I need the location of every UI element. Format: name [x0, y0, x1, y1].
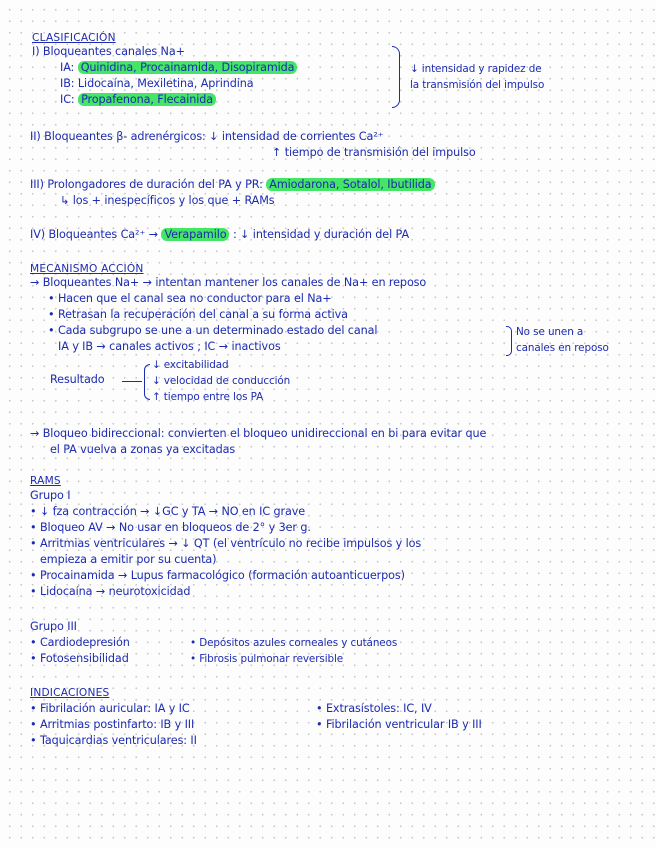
class-iii-prefix: III) Prolongadores de duración del PA y PR:	[30, 178, 263, 191]
indicaciones-left-1: • Fibrilación auricular: IA y IC	[30, 702, 190, 715]
class-ic-label: IC:	[60, 93, 75, 106]
mecanismo-line-1: → Bloqueantes Na+ → intentan mantener los canales de Na+ en reposo	[30, 276, 427, 289]
mecanismo-bullet-1: • Hacen que el canal sea no conductor para el Na+	[48, 292, 332, 305]
class-ib-label: IB:	[60, 77, 75, 90]
mecanismo-bullet-3b: IA y IB → canales activos ; IC → inactivos	[58, 340, 281, 353]
rams-g3-right-2: • Fibrosis pulmonar reversible	[190, 653, 344, 665]
mecanismo-bullet-2: • Retrasan la recuperación del canal a su forma activa	[48, 308, 348, 321]
class-iii-line-2: ↳ los + inespecíficos y los que + RAMs	[60, 194, 275, 207]
class-i-brace	[392, 46, 400, 108]
resultado-arrow	[122, 381, 142, 382]
section-title-indicaciones: INDICACIONES	[30, 687, 110, 699]
mecanismo-side-note-1: No se unen a	[516, 326, 584, 338]
resultado-3: ↑ tiempo entre los PA	[152, 391, 264, 403]
rams-g1-item-3b: empieza a emitir por su cuenta)	[40, 553, 217, 566]
rams-g3-right-1: • Depósitos azules corneales y cutáneos	[190, 637, 398, 649]
rams-g3-left-1: • Cardiodepresión	[30, 636, 130, 649]
resultado-1: ↓ excitabilidad	[152, 359, 229, 371]
class-ia-drugs: Quinidina, Procainamida, Disopiramida	[78, 61, 298, 74]
indicaciones-right-2: • Fibrilación ventricular IB y III	[316, 718, 482, 731]
bidireccional-line-2: el PA vuelva a zonas ya excitadas	[50, 443, 236, 456]
resultado-brace	[144, 364, 150, 400]
class-ib-drugs: Lidocaína, Mexiletina, Aprindina	[77, 77, 254, 90]
mecanismo-bullet-3: • Cada subgrupo se une a un determinado estado del canal	[48, 324, 378, 337]
rams-g1-item-3: • Arritmias ventriculares → ↓ QT (el ventrículo no recibe impulsos y los	[30, 537, 422, 550]
class-ib-row	[60, 77, 254, 91]
class-ii-line-2: ↑ tiempo de transmisión del impulso	[272, 146, 476, 159]
indicaciones-left-3: • Taquicardias ventriculares: II	[30, 734, 197, 747]
indicaciones-left-2: • Arritmias postinfarto: IB y III	[30, 718, 195, 731]
section-title-rams: RAMS	[30, 475, 61, 487]
class-iii-drugs: Amiodarona, Sotalol, Ibutilida	[266, 178, 434, 191]
class-ia-row	[60, 61, 297, 75]
rams-grupo-1-title: Grupo I	[30, 489, 71, 502]
mecanismo-brace	[506, 326, 512, 356]
class-ia-label: IA:	[60, 61, 75, 74]
class-iii-row	[30, 178, 435, 192]
rams-g3-left-2: • Fotosensibilidad	[30, 652, 129, 665]
class-ic-drugs: Propafenona, Flecainida	[78, 93, 216, 106]
resultado-2: ↓ velocidad de conducción	[152, 375, 291, 387]
class-i-title: I) Bloqueantes canales Na+	[32, 45, 185, 58]
class-iv-row	[30, 228, 409, 242]
class-i-note-1: ↓ intensidad y rapidez de	[410, 63, 542, 75]
bidireccional-line-1: → Bloqueo bidireccional: convierten el bloqueo unidireccional en bi para evitar que	[30, 427, 487, 440]
class-iv-drug: Verapamilo	[161, 228, 229, 241]
resultado-label: Resultado	[50, 373, 105, 386]
rams-grupo-3-title: Grupo III	[30, 620, 77, 633]
rams-g1-item-1: • ↓ fza contracción → ↓GC y TA → NO en IC grave	[30, 505, 306, 518]
class-iv-suffix: : ↓ intensidad y duración del PA	[232, 228, 410, 241]
mecanismo-side-note-2: canales en reposo	[516, 342, 609, 354]
rams-g1-item-5: • Lidocaína → neurotoxicidad	[30, 585, 191, 598]
class-i-note-2: la transmisión del impulso	[410, 79, 545, 91]
section-title-clasificacion: CLASIFICACIÓN	[32, 32, 116, 44]
class-ic-row	[60, 93, 216, 107]
rams-g1-item-2: • Bloqueo AV → No usar en bloqueos de 2° y 3er g.	[30, 521, 311, 534]
class-iv-prefix: IV) Bloqueantes Ca²⁺ →	[30, 228, 158, 241]
indicaciones-right-1: • Extrasístoles: IC, IV	[316, 702, 432, 715]
rams-g1-item-4: • Procainamida → Lupus farmacológico (formación autoanticuerpos)	[30, 569, 405, 582]
section-title-mecanismo: MECANISMO ACCIÓN	[30, 263, 144, 275]
class-ii-line-1: II) Bloqueantes β- adrenérgicos: ↓ intensidad de corrientes Ca²⁺	[30, 130, 384, 143]
